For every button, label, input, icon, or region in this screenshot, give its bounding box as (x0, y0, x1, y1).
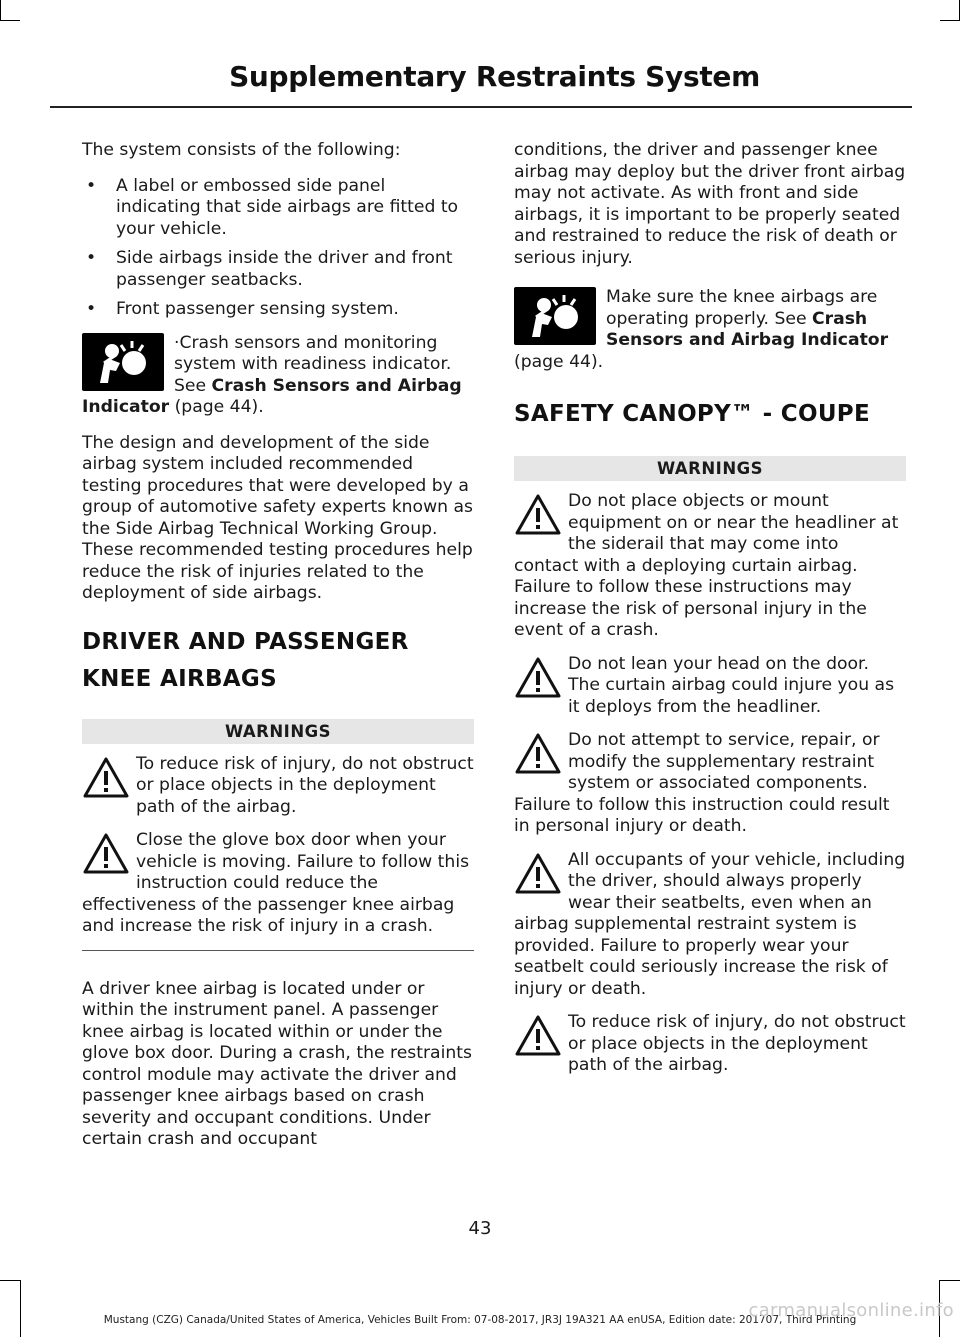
warning-text: To reduce risk of injury, do not obstruct or place objects in the deployment path of the airbag. (568, 1012, 906, 1075)
intro-text: The system consists of the following: (82, 140, 401, 160)
knee-airbag-check-note (514, 287, 906, 373)
warnings-header: WARNINGS (514, 456, 906, 481)
warning-triangle-icon (514, 1014, 562, 1058)
crop-mark (0, 20, 20, 21)
warning-item (514, 850, 906, 1001)
airbag-indicator-icon (514, 287, 596, 345)
heading-line: DRIVER AND PASSENGER (82, 628, 409, 655)
warning-text: Close the glove box door when your vehicle is moving. Failure to follow this instruction could reduce the effectiveness of the passenger knee airbag and increase the risk of injury in a crash. (82, 830, 470, 936)
warning-triangle-icon (514, 852, 562, 896)
watermark: carmanualsonline.info (748, 1300, 954, 1321)
warning-triangle-icon (514, 732, 562, 776)
warning-triangle-icon (82, 832, 130, 876)
crash-sensor-text: ·Crash sensors and monitoring system with readiness indicator. See (174, 332, 452, 396)
crop-mark (940, 1280, 960, 1281)
crash-sensor-link[interactable]: Crash Sensors and Airbag Indicator (82, 375, 462, 417)
warning-triangle-icon (514, 493, 562, 537)
crash-sensor-page: (page 44). (169, 397, 264, 417)
warning-text: To reduce risk of injury, do not obstruct or place objects in the deployment path of the airbag. (136, 753, 474, 817)
list-item: • Front passenger sensing system. (82, 299, 474, 321)
safety-canopy-heading: SAFETY CANOPY™ - COUPE (514, 401, 870, 427)
airbag-indicator-icon (82, 333, 164, 391)
knee-airbag-paragraph: A driver knee airbag is located under or within the instrument panel. A passenger knee airbag is located within or under the glove box door. During a crash, the restraints control module may activate the driver and passenger knee airbags based on crash severity and occupant conditions. Under certain crash and occupant (82, 978, 472, 1149)
warning-triangle-icon (82, 756, 130, 800)
warning-item (82, 754, 474, 819)
warning-item (514, 654, 906, 719)
crash-sensor-note (82, 333, 474, 419)
warning-item (514, 491, 906, 642)
page-number: 43 (468, 1218, 492, 1239)
list-item: • Side airbags inside the driver and front passenger seatbacks. (82, 248, 474, 291)
warnings-header: WARNINGS (82, 719, 474, 744)
knee-check-link[interactable]: Crash Sensors and Airbag Indicator (606, 308, 889, 350)
warning-item (514, 730, 906, 838)
warning-item (82, 830, 474, 938)
warning-text: Do not place objects or mount equipment on or near the headliner at the siderail that may come into contact with a deploying curtain airbag. Failure to follow these instructions may increase the risk of personal injury in the event of a crash. (514, 491, 899, 640)
crop-mark (0, 0, 1, 20)
left-column (82, 140, 474, 1165)
warning-text: Do not attempt to service, repair, or modify the supplementary restraint system or associated components. Failure to follow this instruction could result in personal injury or death. (514, 730, 890, 836)
title-rule (50, 106, 912, 108)
warning-item (514, 1012, 906, 1077)
continued-paragraph: conditions, the driver and passenger knee airbag may deploy but the driver front airbag may not activate. As with front and side airbags, it is important to be properly seated and restrained to reduce the risk of death or serious injury. (514, 140, 906, 268)
footer-edition-info: Mustang (CZG) Canada/United States of America, Vehicles Built From: 07-08-2017, JR3J 19A321 AA enUSA, Edition date: 201707, Third Printing (103, 1314, 857, 1326)
design-paragraph: The design and development of the side airbag system included recommended testing procedures that were developed by a group of automotive safety experts known as the Side Airbag Technical Working Group. These recommended testing procedures help reduce the risk of injuries related to the deployment of side airbags. (82, 432, 473, 603)
crop-mark (0, 1280, 20, 1281)
warning-text: All occupants of your vehicle, including the driver, should always properly wear their seatbelts, even when an airbag supplemental restraint system is provided. Failure to properly wear your seatbelt could seriously increase the risk of injury or death. (514, 849, 906, 999)
warning-triangle-icon (514, 656, 562, 700)
list-item: • A label or embossed side panel indicating that side airbags are fitted to your vehicle. (82, 176, 474, 241)
components-list (82, 176, 474, 321)
right-column (514, 140, 906, 1089)
warnings-end-rule (82, 950, 474, 951)
page-title: Supplementary Restraints System (229, 60, 760, 93)
warning-text: Do not lean your head on the door. The curtain airbag could injure you as it deploys from the headliner. (568, 653, 895, 717)
knee-airbags-heading (82, 627, 474, 695)
knee-check-text: Make sure the knee airbags are operating properly. See (606, 287, 878, 329)
heading-line: KNEE AIRBAGS (82, 665, 277, 692)
crop-mark (940, 20, 960, 21)
knee-check-page: (page 44). (514, 351, 604, 372)
crop-mark (20, 1280, 21, 1337)
